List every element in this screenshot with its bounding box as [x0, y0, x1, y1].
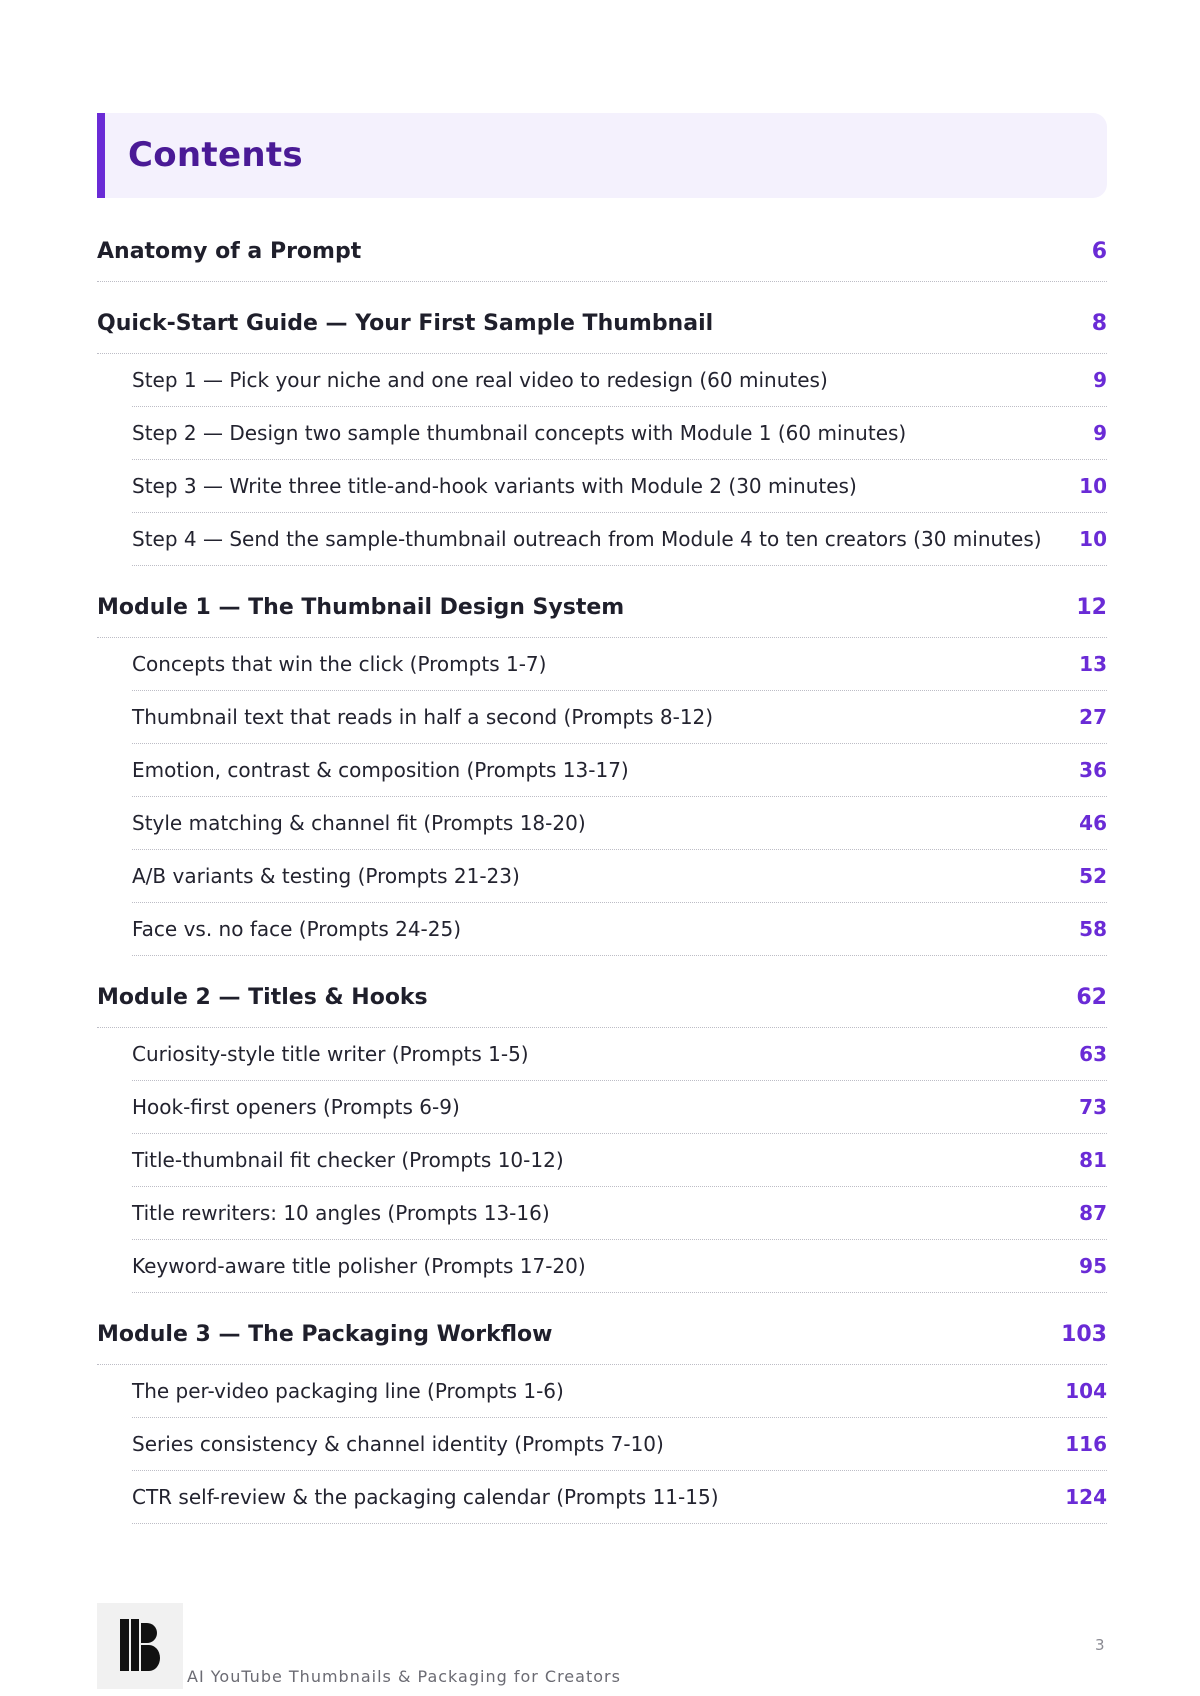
toc-subsection-entry[interactable]: [132, 691, 1107, 744]
toc-entry-page: 95: [1079, 1254, 1107, 1278]
toc-entry-label: Emotion, contrast & composition (Prompts 13-17): [132, 758, 629, 782]
toc-subsection-entry[interactable]: [132, 1134, 1107, 1187]
toc-subsection-entry[interactable]: [132, 744, 1107, 797]
toc-entry-label: Title rewriters: 10 angles (Prompts 13-16): [132, 1201, 550, 1225]
toc-entry-label: A/B variants & testing (Prompts 21-23): [132, 864, 520, 888]
toc-entry-label: Hook-first openers (Prompts 6-9): [132, 1095, 460, 1119]
toc-entry-page: 27: [1079, 705, 1107, 729]
page-title: Contents: [128, 135, 303, 175]
toc-entry-page: 36: [1079, 758, 1107, 782]
toc-entry-label: Curiosity-style title writer (Prompts 1-5): [132, 1042, 529, 1066]
toc-entry-label: Style matching & channel fit (Prompts 18-20): [132, 811, 586, 835]
toc-entry-page: 9: [1093, 421, 1107, 445]
toc-entry-page: 9: [1093, 368, 1107, 392]
toc-entry-page: 103: [1061, 1322, 1107, 1347]
toc-section-entry[interactable]: [97, 222, 1107, 282]
toc-entry-label: Step 1 — Pick your niche and one real video to redesign (60 minutes): [132, 368, 828, 392]
page-number: 3: [1095, 1636, 1105, 1654]
toc-section-entry[interactable]: [97, 578, 1107, 638]
contents-header: [97, 113, 1107, 198]
toc-entry-page: 10: [1079, 527, 1107, 551]
toc-entry-label: Step 4 — Send the sample-thumbnail outreach from Module 4 to ten creators (30 minutes): [132, 527, 1042, 551]
toc-entry-page: 81: [1079, 1148, 1107, 1172]
toc-subsection-entry[interactable]: [132, 1081, 1107, 1134]
toc-entry-label: Anatomy of a Prompt: [97, 239, 362, 264]
toc-section-entry[interactable]: [97, 968, 1107, 1028]
toc-subsection-entry[interactable]: [132, 797, 1107, 850]
publisher-logo: [97, 1603, 183, 1689]
toc-entry-page: 10: [1079, 474, 1107, 498]
toc-subsection-entry[interactable]: [132, 513, 1107, 566]
toc-entry-page: 46: [1079, 811, 1107, 835]
toc-subsection-entry[interactable]: [132, 1471, 1107, 1524]
toc-section-entry[interactable]: [97, 294, 1107, 354]
toc-entry-page: 104: [1065, 1379, 1107, 1403]
toc-subsection-entry[interactable]: [132, 1028, 1107, 1081]
toc-entry-page: 8: [1091, 311, 1107, 336]
toc-subsection-entry[interactable]: [132, 460, 1107, 513]
toc-entry-page: 58: [1079, 917, 1107, 941]
toc-entry-page: 52: [1079, 864, 1107, 888]
toc-entry-page: 124: [1065, 1485, 1107, 1509]
toc-entry-label: Thumbnail text that reads in half a second (Prompts 8-12): [132, 705, 714, 729]
toc-entry-page: 12: [1076, 595, 1107, 620]
toc-entry-label: Concepts that win the click (Prompts 1-7): [132, 652, 547, 676]
toc-subsection-entry[interactable]: [132, 850, 1107, 903]
toc-entry-label: Series consistency & channel identity (Prompts 7-10): [132, 1432, 664, 1456]
toc-entry-label: Module 1 — The Thumbnail Design System: [97, 595, 625, 620]
toc-entry-label: Face vs. no face (Prompts 24-25): [132, 917, 462, 941]
toc-subsection-entry[interactable]: [132, 407, 1107, 460]
toc-entry-label: Step 3 — Write three title-and-hook variants with Module 2 (30 minutes): [132, 474, 857, 498]
toc-subsection-entry[interactable]: [132, 903, 1107, 956]
toc-subsection-entry[interactable]: [132, 1365, 1107, 1418]
toc-entry-page: 62: [1076, 985, 1107, 1010]
toc-entry-page: 63: [1079, 1042, 1107, 1066]
toc-entry-page: 73: [1079, 1095, 1107, 1119]
toc-section-entry[interactable]: [97, 1305, 1107, 1365]
toc-entry-label: The per-video packaging line (Prompts 1-6): [132, 1379, 564, 1403]
toc-subsection-entry[interactable]: [132, 1418, 1107, 1471]
footer-book-title: AI YouTube Thumbnails & Packaging for Creators: [187, 1667, 621, 1686]
toc-entry-label: Quick-Start Guide — Your First Sample Thumbnail: [97, 311, 714, 336]
toc-subsection-entry[interactable]: [132, 354, 1107, 407]
toc-entry-label: Keyword-aware title polisher (Prompts 17-20): [132, 1254, 586, 1278]
toc-entry-label: Title-thumbnail fit checker (Prompts 10-12): [132, 1148, 564, 1172]
toc-subsection-entry[interactable]: [132, 1240, 1107, 1293]
table-of-contents: [97, 222, 1107, 1524]
toc-subsection-entry[interactable]: [132, 638, 1107, 691]
toc-entry-label: CTR self-review & the packaging calendar (Prompts 11-15): [132, 1485, 719, 1509]
toc-entry-label: Step 2 — Design two sample thumbnail concepts with Module 1 (60 minutes): [132, 421, 907, 445]
toc-entry-label: Module 2 — Titles & Hooks: [97, 985, 428, 1010]
toc-subsection-entry[interactable]: [132, 1187, 1107, 1240]
toc-entry-page: 13: [1079, 652, 1107, 676]
toc-entry-label: Module 3 — The Packaging Workflow: [97, 1322, 553, 1347]
publisher-logo-icon: [120, 1619, 160, 1671]
toc-entry-page: 116: [1065, 1432, 1107, 1456]
toc-entry-page: 87: [1079, 1201, 1107, 1225]
toc-entry-page: 6: [1091, 239, 1107, 264]
